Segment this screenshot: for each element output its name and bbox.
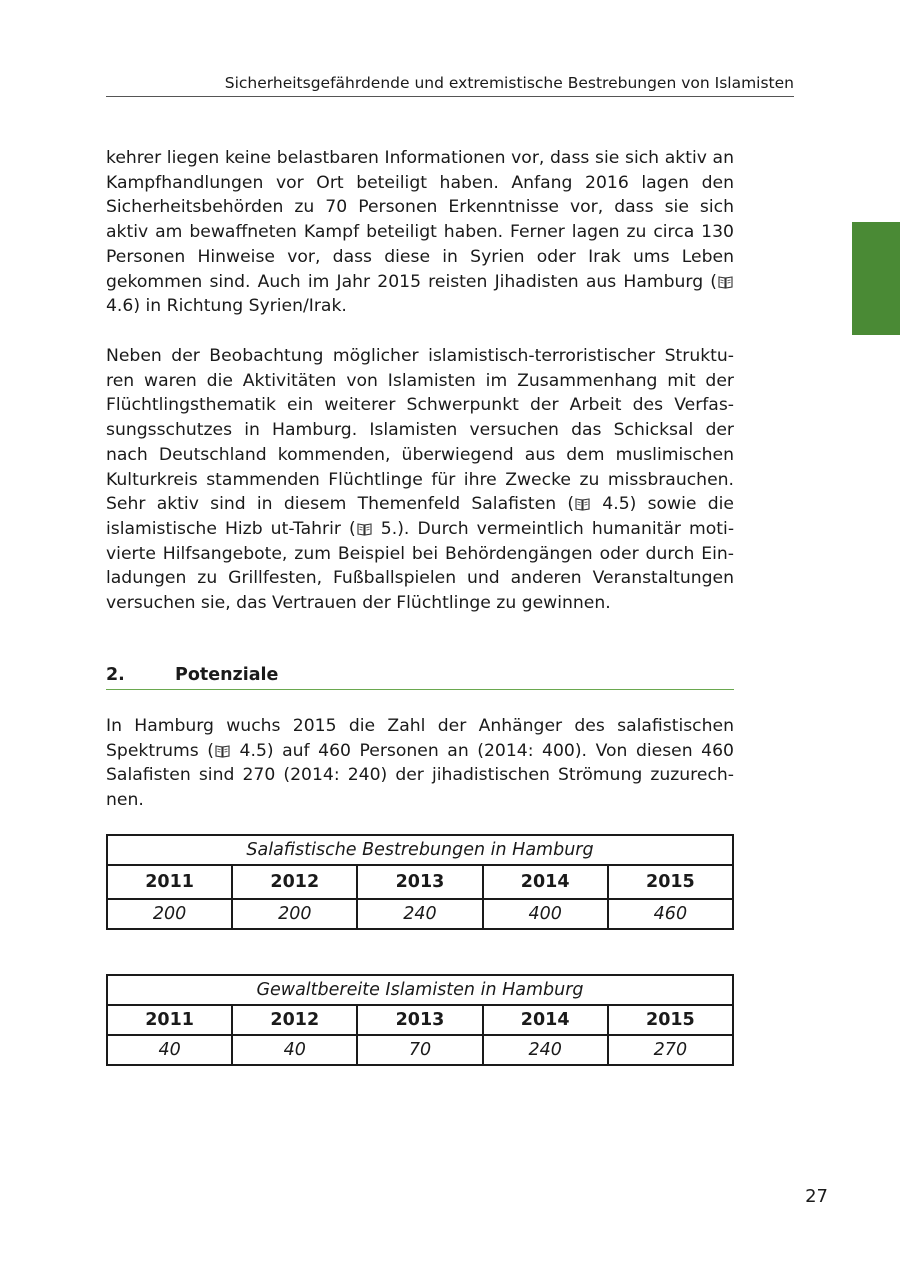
table-caption: Salafistische Bestrebungen in Hamburg [107,835,733,865]
chapter-color-tab [852,222,900,335]
year-header: 2015 [608,865,733,899]
value-cell: 240 [357,899,482,929]
page-number: 27 [805,1186,828,1207]
book-icon [575,497,590,511]
year-header: 2012 [232,865,357,899]
year-header: 2014 [483,865,608,899]
value-cell: 240 [483,1035,608,1065]
year-header: 2013 [357,1005,482,1035]
book-icon [215,744,230,758]
table-violent-islamists [106,974,734,1066]
table-caption: Gewaltbereite Islamisten in Hamburg [107,975,733,1005]
value-cell: 40 [107,1035,232,1065]
year-header: 2013 [357,865,482,899]
value-cell: 70 [357,1035,482,1065]
value-cell: 40 [232,1035,357,1065]
book-icon [357,522,372,536]
paragraph-text: 4.5) sowie die islamistische Hizb ut-Tahrir ( [106,494,734,539]
paragraph-text: 5.). Durch vermeintlich humanitär motivierte Hilfsangebote, zum Beispiel bei Behördengängen oder durch Einladungen zu Grillfesten, Fußballspielen und anderen Veranstaltungen versuchen sie, das Vertrauen der Flüchtlinge zu gewinnen. [106,518,735,614]
book-icon [718,275,733,289]
value-cell: 270 [608,1035,733,1065]
table-salafists [106,834,734,930]
year-header: 2011 [107,1005,232,1035]
paragraph-text: 4.5) auf 460 Personen an (2014: 400). Von diesen 460 Salafisten sind 270 (2014: 240) der jihadistischen Strömung zuzurechnen. [106,740,734,811]
year-header: 2011 [107,865,232,899]
value-cell: 460 [608,899,733,929]
paragraph-refugees [106,344,734,616]
paragraph-text: 4.6) in Richtung Syrien/Irak. [106,296,347,317]
paragraph-text: kehrer liegen keine belastbaren Informationen vor, dass sie sich aktiv an Kampfhandlungen vor Ort beteiligt haben. Anfang 2016 lagen den Sicherheitsbehörden zu 70 Personen Erkenntnisse vor, dass sie sich aktiv am bewaffneten Kampf beteiligt haben. Ferner lagen zu circa 130 Personen Hinweise vor, dass diese in Syrien oder Irak ums Leben gekommen sind. Auch im Jahr 2015 reisten Jihadisten aus Hamburg ( [106,148,734,292]
section-title: Potenziale [175,665,279,685]
paragraph-returnees [106,146,734,319]
paragraph-potentials [106,714,734,813]
paragraph-text: In Hamburg wuchs 2015 die Zahl der Anhänger des salafistischen Spektrums ( [106,716,734,761]
value-cell: 200 [107,899,232,929]
value-cell: 400 [483,899,608,929]
running-header: Sicherheitsgefährdende und extremistische Bestrebungen von Islamisten [106,74,794,97]
year-header: 2015 [608,1005,733,1035]
section-number: 2. [106,665,125,685]
section-heading [106,665,734,690]
value-cell: 200 [232,899,357,929]
paragraph-text: Neben der Beobachtung möglicher islamistisch-terroristischer Strukturen waren die Aktivitäten von Islamisten im Zusammenhang mit der Flüchtlingsthematik ein weiterer Schwerpunkt der Arbeit des Verfassungsschutzes in Hamburg. Islamisten versuchen das Schicksal der nach Deutschland kommenden, überwiegend aus dem muslimischen Kulturkreis stammenden Flüchtlinge für ihre Zwecke zu missbrauchen. Sehr aktiv sind in diesem Themenfeld Salafisten ( [106,346,734,515]
year-header: 2014 [483,1005,608,1035]
year-header: 2012 [232,1005,357,1035]
